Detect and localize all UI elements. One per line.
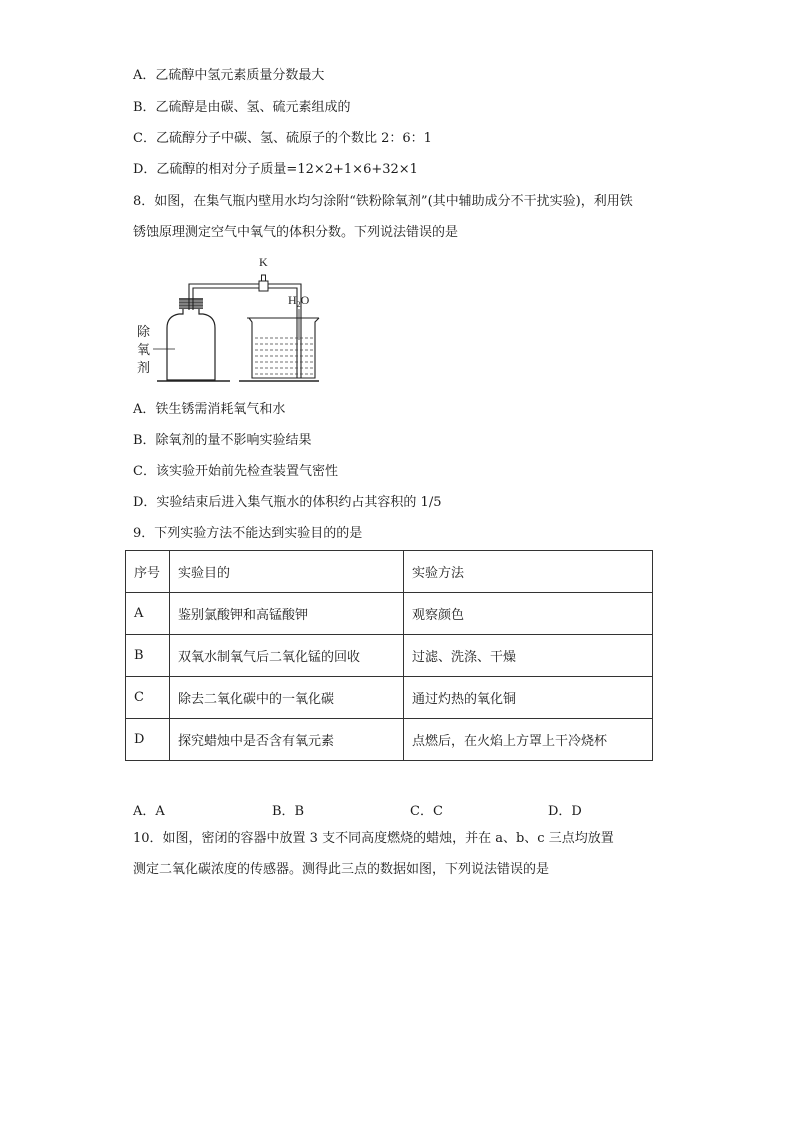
table-row xyxy=(126,593,653,635)
q9-choice-d: D．D xyxy=(548,804,582,819)
q9-choice-a: A．A xyxy=(133,804,165,819)
connecting-tube xyxy=(189,284,301,378)
table-cell: A xyxy=(126,593,170,635)
q7-option-a: A．乙硫醇中氢元素质量分数最大 xyxy=(133,68,325,83)
header-cell-purpose: 实验目的 xyxy=(170,551,404,593)
q8-stem-line2: 锈蚀原理测定空气中氧气的体积分数。下列说法错误的是 xyxy=(133,225,459,240)
agent-label-char-1: 除 xyxy=(137,325,151,340)
valve-label: K xyxy=(259,255,268,269)
header-cell-number: 序号 xyxy=(126,551,170,593)
q9-choice-c: C．C xyxy=(410,804,443,819)
q8-stem-line1: 8．如图，在集气瓶内壁用水均匀涂附“铁粉除氧剂”(其中辅助成分不干扰实验)，利用铁 xyxy=(133,194,633,209)
header-cell-method: 实验方法 xyxy=(404,551,653,593)
gas-bottle xyxy=(167,308,215,380)
table-cell: 除去二氧化碳中的一氧化碳 xyxy=(170,677,404,719)
q8-option-c: C．该实验开始前先检查装置气密性 xyxy=(133,464,338,479)
table-cell: C xyxy=(126,677,170,719)
table-row xyxy=(126,635,653,677)
q8-option-a: A．铁生锈需消耗氧气和水 xyxy=(133,402,286,417)
q7-option-d: D．乙硫醇的相对分子质量=12×2+1×6+32×1 xyxy=(133,162,418,177)
q10-stem-line2: 测定二氧化碳浓度的传感器。测得此三点的数据如图，下列说法错误的是 xyxy=(133,862,550,877)
q8-option-b: B．除氧剂的量不影响实验结果 xyxy=(133,433,312,448)
table-cell: 探究蜡烛中是否含有氧元素 xyxy=(170,719,404,761)
table-cell: 过滤、洗涤、干燥 xyxy=(404,635,653,677)
table-header-row xyxy=(126,551,653,593)
q10-stem-line1: 10．如图，密闭的容器中放置 3 支不同高度燃烧的蜡烛，并在 a、b、c 三点均放置 xyxy=(133,831,614,846)
water xyxy=(255,338,313,374)
q7-option-c: C．乙硫醇分子中碳、氢、硫原子的个数比 2：6：1 xyxy=(133,131,432,146)
table-cell: 双氧水制氧气后二氧化锰的回收 xyxy=(170,635,404,677)
table-cell: 通过灼热的氧化铜 xyxy=(404,677,653,719)
table-cell: D xyxy=(126,719,170,761)
agent-label-char-3: 剂 xyxy=(137,361,151,376)
table-row xyxy=(126,719,653,761)
table-cell: 点燃后，在火焰上方罩上干冷烧杯 xyxy=(404,719,653,761)
rubber-stopper xyxy=(179,298,203,309)
apparatus-figure xyxy=(133,250,333,385)
beaker xyxy=(247,318,319,378)
q9-choice-b: B．B xyxy=(272,804,305,819)
q8-option-d: D．实验结束后进入集气瓶水的体积约占其容积的 1/5 xyxy=(133,495,442,510)
valve-k xyxy=(259,275,268,291)
experiment-table xyxy=(125,550,653,761)
table-cell: 鉴别氯酸钾和高锰酸钾 xyxy=(170,593,404,635)
table-row xyxy=(126,677,653,719)
water-label: $H_2O$ xyxy=(288,293,310,309)
agent-label-char-2: 氧 xyxy=(137,343,151,358)
table-cell: B xyxy=(126,635,170,677)
q9-stem: 9．下列实验方法不能达到实验目的的是 xyxy=(133,526,363,541)
q7-option-b: B．乙硫醇是由碳、氢、硫元素组成的 xyxy=(133,100,351,115)
table-cell: 观察颜色 xyxy=(404,593,653,635)
